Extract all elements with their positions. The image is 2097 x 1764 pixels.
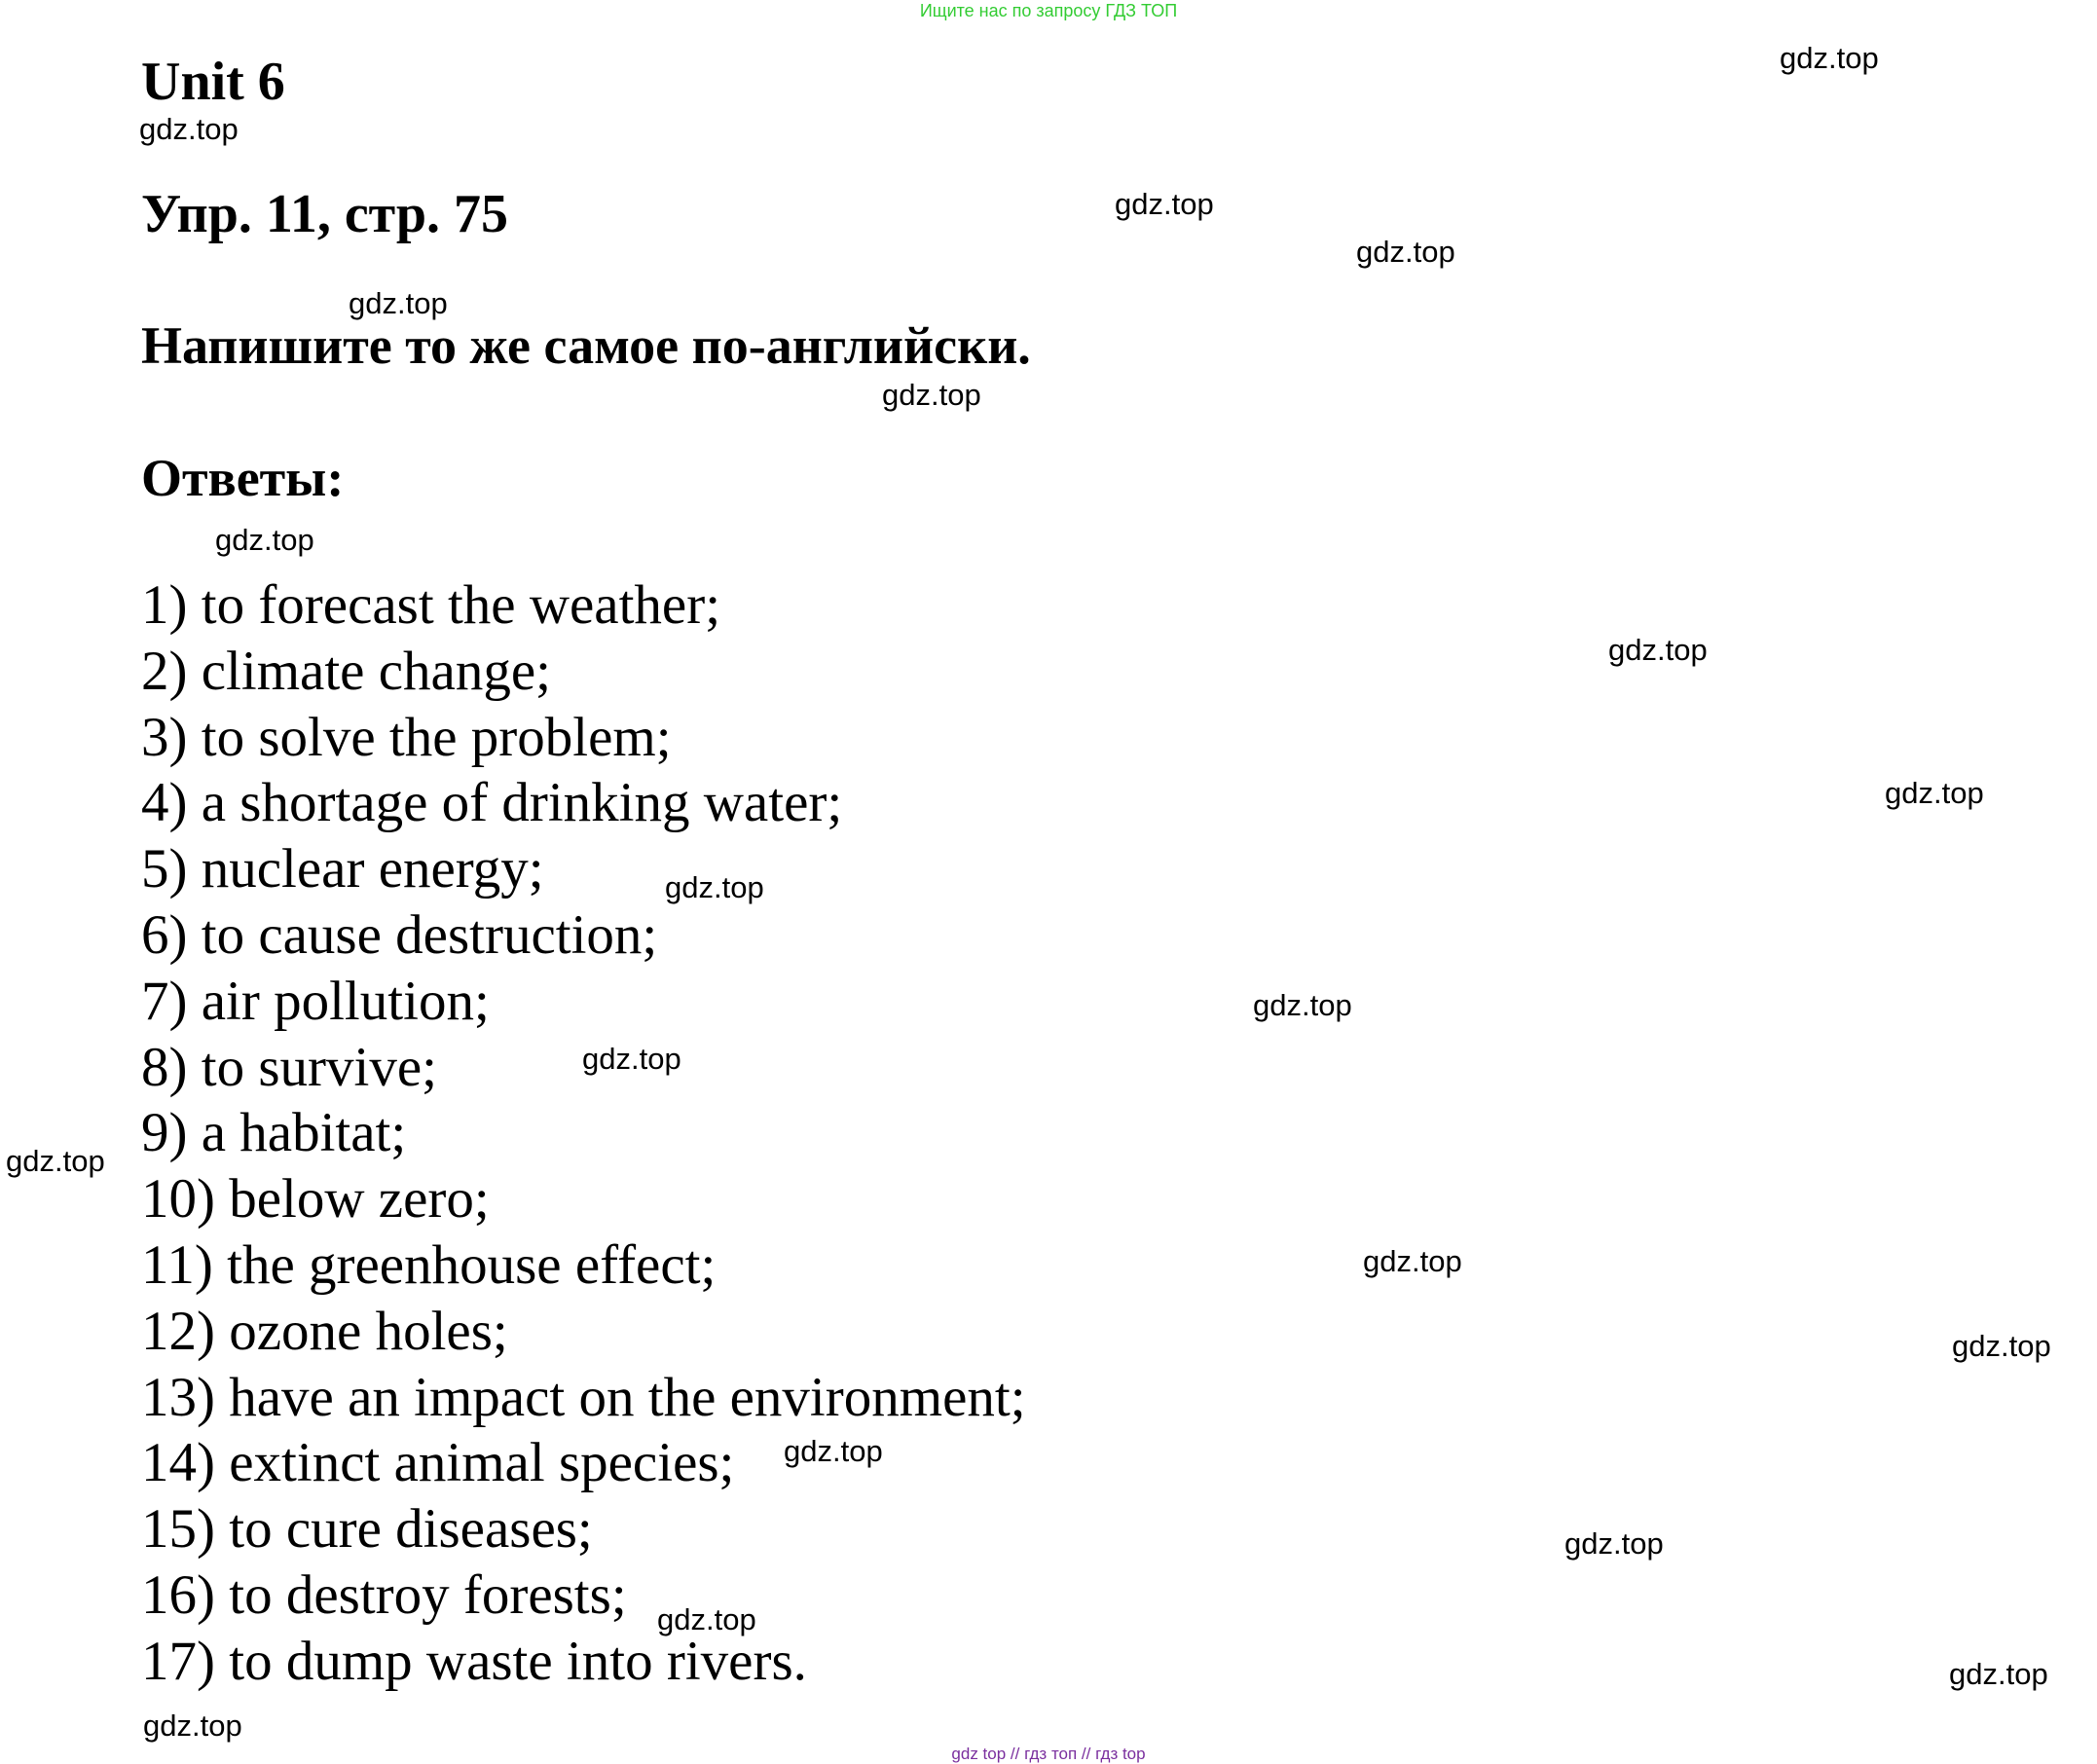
watermark: gdz.top	[1115, 187, 1214, 221]
answers-list	[141, 572, 1026, 1695]
answer-item: 6) to cause destruction;	[141, 903, 658, 966]
watermark: gdz.top	[665, 870, 764, 904]
watermark: gdz.top	[349, 286, 448, 320]
watermark: gdz.top	[1363, 1244, 1462, 1278]
watermark: gdz.top	[139, 112, 239, 146]
watermark: gdz.top	[882, 378, 981, 412]
answer-item: 1) to forecast the weather;	[141, 574, 721, 636]
answer-item: 8) to survive;	[141, 1036, 437, 1098]
exercise-title: Упр. 11, стр. 75	[141, 184, 509, 244]
answer-item: 10) below zero;	[141, 1168, 490, 1231]
answer-item: 15) to cure diseases;	[141, 1498, 593, 1561]
watermark: gdz.top	[657, 1602, 756, 1636]
watermark: gdz.top	[1952, 1329, 2051, 1363]
watermark: gdz.top	[143, 1709, 242, 1743]
watermark: gdz.top	[784, 1434, 883, 1468]
answer-item: 4) a shortage of drinking water;	[141, 772, 843, 834]
watermark: gdz.top	[1608, 633, 1708, 667]
answer-item: 12) ozone holes;	[141, 1300, 508, 1362]
watermark: gdz.top	[215, 523, 314, 557]
footer-note: gdz top // гдз топ // гдз top	[951, 1745, 1146, 1763]
unit-title: Unit 6	[141, 52, 285, 112]
answer-item: 3) to solve the problem;	[141, 706, 672, 768]
answer-item: 16) to destroy forests;	[141, 1563, 627, 1626]
answer-item: 17) to dump waste into rivers.	[141, 1630, 807, 1692]
answer-item: 14) extinct animal species;	[141, 1432, 735, 1494]
top-search-note: Ищите нас по запросу ГДЗ ТОП	[919, 1, 1178, 20]
answer-item: 9) a habitat;	[141, 1102, 407, 1164]
exercise-instruction: Напишите то же самое по-английски.	[141, 316, 1031, 375]
answer-item: 7) air pollution;	[141, 970, 490, 1032]
watermark: gdz.top	[1356, 235, 1455, 269]
watermark: gdz.top	[1564, 1526, 1664, 1561]
answers-heading: Ответы:	[141, 449, 345, 507]
watermark: gdz.top	[6, 1144, 105, 1178]
answer-item: 5) nuclear energy;	[141, 838, 544, 900]
watermark: gdz.top	[1885, 776, 1984, 810]
answer-item: 2) climate change;	[141, 640, 551, 702]
answer-item: 13) have an impact on the environment;	[141, 1366, 1026, 1428]
watermark: gdz.top	[1780, 41, 1879, 75]
watermark: gdz.top	[582, 1042, 681, 1076]
watermark: gdz.top	[1949, 1657, 2048, 1691]
answer-item: 11) the greenhouse effect;	[141, 1233, 717, 1296]
watermark: gdz.top	[1253, 988, 1352, 1022]
